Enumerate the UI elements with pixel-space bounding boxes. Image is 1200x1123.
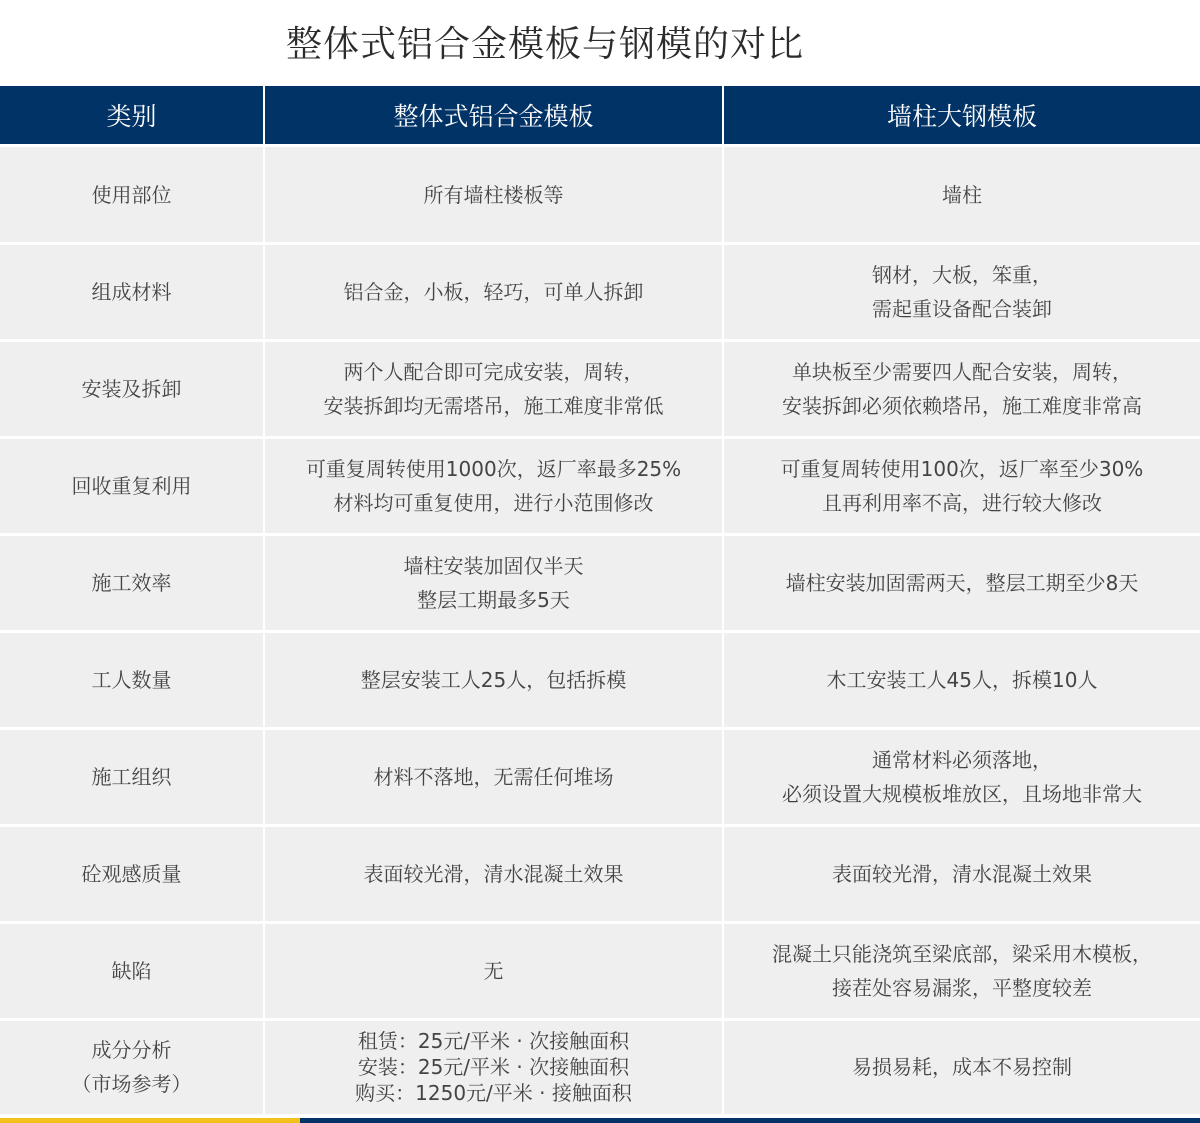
cell-aluminum [264,1020,723,1114]
table-row [0,535,1200,632]
page-title: 整体式铝合金模板与钢模的对比 [285,23,804,65]
table-row [0,438,1200,535]
cell-category [0,535,264,632]
cell-steel [723,729,1200,826]
header-category: 类别 [0,86,264,146]
bottom-accent-bar [0,1118,1200,1123]
cell-text-line: 安装拆卸均无需塔吊，施工难度非常低 [323,394,664,418]
table-row [0,923,1200,1020]
cell-category [0,341,264,438]
cell-text-line: 安装拆卸必须依赖塔吊，施工难度非常高 [782,394,1142,418]
cell-steel [723,146,1200,244]
table-body [0,146,1200,1114]
table-row [0,244,1200,341]
cell-text-line: 钢材，大板，笨重， [872,263,1052,287]
cell-aluminum [264,244,723,341]
cell-text-line: 施工效率 [91,571,172,595]
cell-text-line: 需起重设备配合装卸 [872,297,1052,321]
cell-text-line: 接茬处容易漏浆，平整度较差 [832,976,1092,1000]
cell-aluminum [264,923,723,1020]
bottom-bar-yellow [0,1118,300,1123]
cell-text-line: 表面较光滑，清水混凝土效果 [363,862,624,886]
cell-text-line: 混凝土只能浇筑至梁底部，梁采用木模板， [772,942,1152,966]
cell-text-line: 必须设置大规模板堆放区，且场地非常大 [782,782,1142,806]
cell-text-line: 且再利用率不高，进行较大修改 [822,491,1102,515]
header-steel: 墙柱大钢模板 [723,86,1200,146]
cell-text-line: 缺陷 [111,959,152,983]
cell-text-line: 成分分析 [91,1038,172,1063]
title-bar [0,0,1200,86]
header-row [0,86,1200,146]
cell-steel [723,826,1200,923]
header-aluminum: 整体式铝合金模板 [264,86,723,146]
cell-text-line: 整层安装工人25人，包括拆模 [360,668,627,692]
cell-aluminum [264,146,723,244]
cell-text-line: 材料不落地，无需任何堆场 [373,765,614,789]
cell-text-line: 安装：25元/平米 · 次接触面积 [357,1055,630,1080]
cell-text-line: 木工安装工人45人，拆模10人 [826,668,1098,692]
cell-aluminum [264,438,723,535]
cell-text-line: 墙柱安装加固仅半天 [403,554,584,578]
cell-text-line: 两个人配合即可完成安装，周转， [343,360,644,384]
cell-text-line: 墙柱安装加固需两天，整层工期至少8天 [785,571,1139,595]
cell-text-line: 无 [483,959,504,983]
cell-text-line: 可重复周转使用1000次，返厂率最多25% [305,457,682,481]
cell-text-line: （市场参考） [71,1072,192,1097]
cell-steel [723,923,1200,1020]
cell-steel [723,632,1200,729]
table-row [0,826,1200,923]
cell-category [0,632,264,729]
cell-text-line: 回收重复利用 [71,474,192,498]
cell-aluminum [264,341,723,438]
table-row [0,632,1200,729]
cell-category [0,1020,264,1114]
table-row [0,146,1200,244]
cell-text-line: 墙柱 [942,182,982,207]
cell-text-line: 易损易耗，成本不易控制 [852,1055,1072,1080]
cell-category [0,244,264,341]
cell-text-line: 工人数量 [91,668,172,692]
cell-text-line: 安装及拆卸 [81,377,182,401]
cell-steel [723,341,1200,438]
table-row [0,1020,1200,1114]
cell-text-line: 砼观感质量 [81,862,182,886]
cell-text-line: 铝合金，小板，轻巧，可单人拆卸 [343,280,644,304]
cell-steel [723,535,1200,632]
cell-category [0,826,264,923]
cell-text-line: 整层工期最多5天 [417,588,570,612]
cell-category [0,923,264,1020]
cell-text-line: 施工组织 [91,765,172,789]
cell-steel [723,438,1200,535]
cell-steel [723,1020,1200,1114]
cell-text-line: 单块板至少需要四人配合安装，周转， [792,360,1132,384]
cell-text-line: 材料均可重复使用，进行小范围修改 [333,491,654,515]
cell-text-line: 租赁：25元/平米 · 次接触面积 [357,1029,630,1054]
bottom-bar-navy [300,1118,1200,1123]
cell-text-line: 表面较光滑，清水混凝土效果 [832,862,1092,886]
cell-category [0,729,264,826]
cell-text-line: 使用部位 [91,182,172,207]
cell-text-line: 可重复周转使用100次，返厂率至少30% [780,457,1144,481]
cell-category [0,438,264,535]
cell-aluminum [264,632,723,729]
cell-text-line: 通常材料必须落地， [872,748,1052,772]
cell-category [0,146,264,244]
table-row [0,341,1200,438]
cell-steel [723,244,1200,341]
cell-text-line: 所有墙柱楼板等 [423,182,564,207]
cell-text-line: 购买：1250元/平米 · 接触面积 [355,1081,632,1106]
cell-text-line: 组成材料 [91,280,172,304]
comparison-table [0,86,1200,1114]
cell-aluminum [264,826,723,923]
table-row [0,729,1200,826]
cell-aluminum [264,729,723,826]
cell-aluminum [264,535,723,632]
